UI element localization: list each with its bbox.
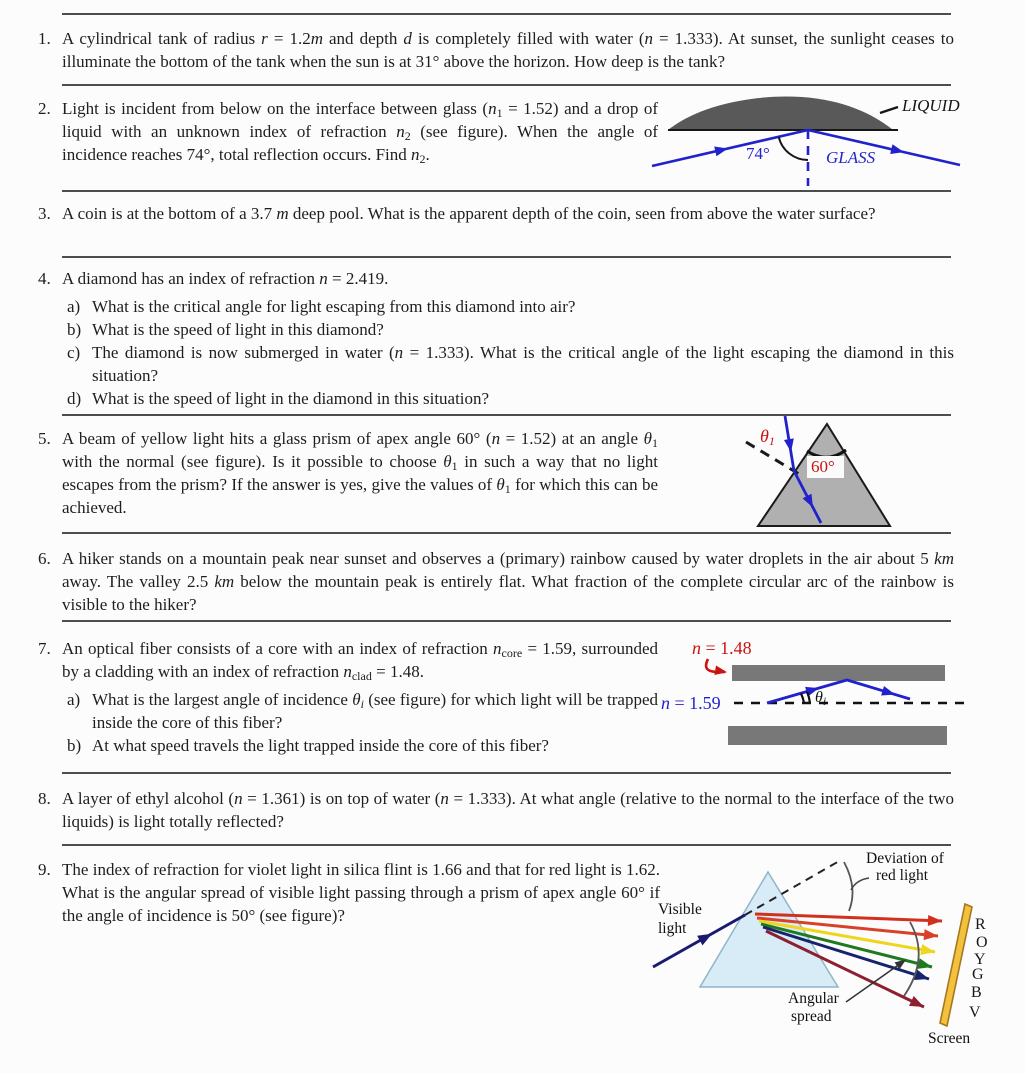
part-a bbox=[67, 688, 658, 734]
problem-number: 4. bbox=[38, 269, 51, 288]
spectrum-letter-v: V bbox=[969, 1004, 981, 1021]
angle-74-label: 74° bbox=[746, 144, 770, 163]
spectrum-letter-g: G bbox=[972, 966, 984, 983]
problem-1 bbox=[38, 27, 954, 73]
visible-light-label-line1: Visible bbox=[658, 901, 702, 918]
part-label: a) bbox=[67, 690, 81, 709]
problem-4 bbox=[38, 267, 954, 410]
visible-light-label bbox=[658, 900, 702, 938]
figure-optical-fiber bbox=[655, 633, 967, 758]
deviation-label-line2: red light bbox=[876, 867, 929, 884]
core-index-label: n = 1.59 bbox=[661, 693, 721, 713]
problem-number: 5. bbox=[38, 429, 51, 448]
part-text: At what speed travels the light trapped inside the core of this fiber? bbox=[92, 736, 549, 755]
problem-number: 6. bbox=[38, 549, 51, 568]
cladding-pointer-arrowhead bbox=[714, 665, 727, 677]
problem-6 bbox=[38, 547, 954, 616]
part-text: What is the speed of light in this diamond? bbox=[92, 320, 384, 339]
problem-text: A layer of ethyl alcohol (n = 1.361) is on top of water (n = 1.333). At what angle (relative to the normal to the interface of the two liquids) is light totally reflected? bbox=[62, 789, 954, 831]
cladding-index-label: n = 1.48 bbox=[692, 638, 752, 658]
divider-rule bbox=[62, 620, 951, 622]
problem-9 bbox=[38, 858, 660, 927]
problem-5 bbox=[38, 427, 658, 519]
spectrum-letter-b: B bbox=[971, 984, 982, 1001]
problem-text: Light is incident from below on the interface between glass $(n_1 = 1.52)$ and a drop of liquid with an unknown index of refraction $n_2$ (see figure). When the angle of incidence reaches 74°, total reflection occurs. Find $n_2$. bbox=[62, 99, 658, 166]
part-label: c) bbox=[67, 343, 81, 362]
angular-label-line1: Angular bbox=[788, 990, 839, 1007]
part-c bbox=[67, 341, 954, 387]
problem-parts bbox=[67, 295, 954, 410]
glass-label: GLASS bbox=[826, 148, 876, 167]
divider-rule bbox=[62, 772, 951, 774]
problem-number: 8. bbox=[38, 789, 51, 808]
deviation-label-connector bbox=[851, 878, 869, 890]
part-text: What is the critical angle for light escaping from this diamond into air? bbox=[92, 297, 576, 316]
part-b bbox=[67, 734, 658, 757]
angle-arc bbox=[779, 137, 808, 160]
problem-number: 7. bbox=[38, 639, 51, 658]
deviation-label-line1: Deviation of bbox=[866, 850, 944, 867]
screen-bar bbox=[940, 904, 972, 1026]
theta-angle-arc-1 bbox=[801, 694, 804, 704]
apex-angle-label: 60° bbox=[811, 457, 835, 476]
problem-number: 2. bbox=[38, 99, 51, 118]
part-text: The diamond is now submerged in water (n = 1.333). What is the critical angle of the light escaping the diamond in this situation? bbox=[92, 343, 954, 385]
problem-text: A hiker stands on a mountain peak near sunset and observes a (primary) rainbow caused by water droplets in the air about 5 km away. The valley 2.5 km below the mountain peak is entirely flat. What fraction of the complete circular arc of the rainbow is visible to the hiker? bbox=[62, 549, 954, 614]
theta1-label: $\theta_1$ bbox=[760, 426, 775, 448]
screen-label: Screen bbox=[928, 1030, 971, 1047]
divider-rule bbox=[62, 844, 951, 846]
part-b bbox=[67, 318, 954, 341]
liquid-label: LIQUID bbox=[902, 96, 960, 115]
spectrum-letter-r: R bbox=[975, 916, 986, 933]
red-ray-arrowhead bbox=[928, 915, 942, 927]
problem-text: An optical fiber consists of a core with an index of refraction $n_{core} = 1.59$, surrounded by a cladding with an index of refraction $n_{clad} = 1.48$. bbox=[62, 639, 658, 683]
problem-number: 9. bbox=[38, 860, 51, 879]
problem-2 bbox=[38, 97, 658, 166]
figure-dispersion-prism bbox=[638, 848, 1023, 1066]
cladding-bottom-bar bbox=[728, 726, 947, 745]
problem-number: 1. bbox=[38, 29, 51, 48]
problem-3 bbox=[38, 202, 954, 225]
violet-ray-arrowhead bbox=[909, 996, 926, 1012]
problem-text: A coin is at the bottom of a 3.7 m deep pool. What is the apparent depth of the coin, seen from above the water surface? bbox=[62, 204, 876, 223]
visible-light-label-line2: light bbox=[658, 920, 687, 937]
liquid-pointer-line bbox=[880, 107, 898, 113]
divider-rule bbox=[62, 256, 951, 258]
part-label: b) bbox=[67, 320, 82, 339]
angular-label-connector bbox=[846, 961, 904, 1002]
divider-rule bbox=[62, 84, 951, 86]
figure-liquid-drop bbox=[650, 88, 962, 195]
deviation-arc bbox=[844, 862, 853, 911]
part-text: What is the speed of light in the diamond in this situation? bbox=[92, 389, 490, 408]
figure-prism-60 bbox=[738, 416, 908, 536]
problem-parts bbox=[67, 688, 658, 757]
part-text: What is the largest angle of incidence $\theta_i$ (see figure) for which light will be trapped inside the core of this fiber? bbox=[92, 690, 659, 732]
theta-i-label: $\theta_i$ bbox=[815, 689, 827, 708]
part-label: b) bbox=[67, 736, 82, 755]
divider-rule bbox=[62, 13, 951, 15]
part-label: d) bbox=[67, 389, 82, 408]
problem-text: A cylindrical tank of radius r = 1.2m and depth d is completely filled with water (n = 1.333). At sunset, the sunlight ceases to illuminate the bottom of the tank when the sun is at 31° above the horizon. How deep is the tank? bbox=[62, 29, 954, 71]
cladding-top-bar bbox=[732, 665, 945, 681]
ray-arrowhead-down bbox=[881, 686, 896, 699]
spectrum-letter-o: O bbox=[976, 934, 988, 951]
part-label: a) bbox=[67, 297, 81, 316]
problem-8 bbox=[38, 787, 954, 833]
problem-7 bbox=[38, 637, 658, 757]
problem-text: The index of refraction for violet light in silica flint is 1.66 and that for red light is 1.62. What is the angular spread of visible light passing through a prism of apex angle 60° if the angle of incidence is 50° (see figure)? bbox=[62, 860, 660, 925]
problem-text: A beam of yellow light hits a glass prism of apex angle 60° (n = 1.52) at an angle $\theta_1$ with the normal (see figure). Is it possible to choose $\theta_1$ in such a way that no light escapes from the prism? If the answer is yes, give the values of $\theta_1$ for which this can be achieved. bbox=[62, 429, 659, 517]
liquid-drop-shape bbox=[668, 96, 893, 130]
orange-ray-arrowhead bbox=[924, 929, 939, 941]
problem-number: 3. bbox=[38, 204, 51, 223]
part-a bbox=[67, 295, 954, 318]
problem-text: A diamond has an index of refraction n = 2.419. bbox=[62, 269, 389, 288]
angular-label-line2: spread bbox=[791, 1008, 832, 1025]
part-d bbox=[67, 387, 954, 410]
spectrum-letter-y: Y bbox=[974, 951, 986, 968]
